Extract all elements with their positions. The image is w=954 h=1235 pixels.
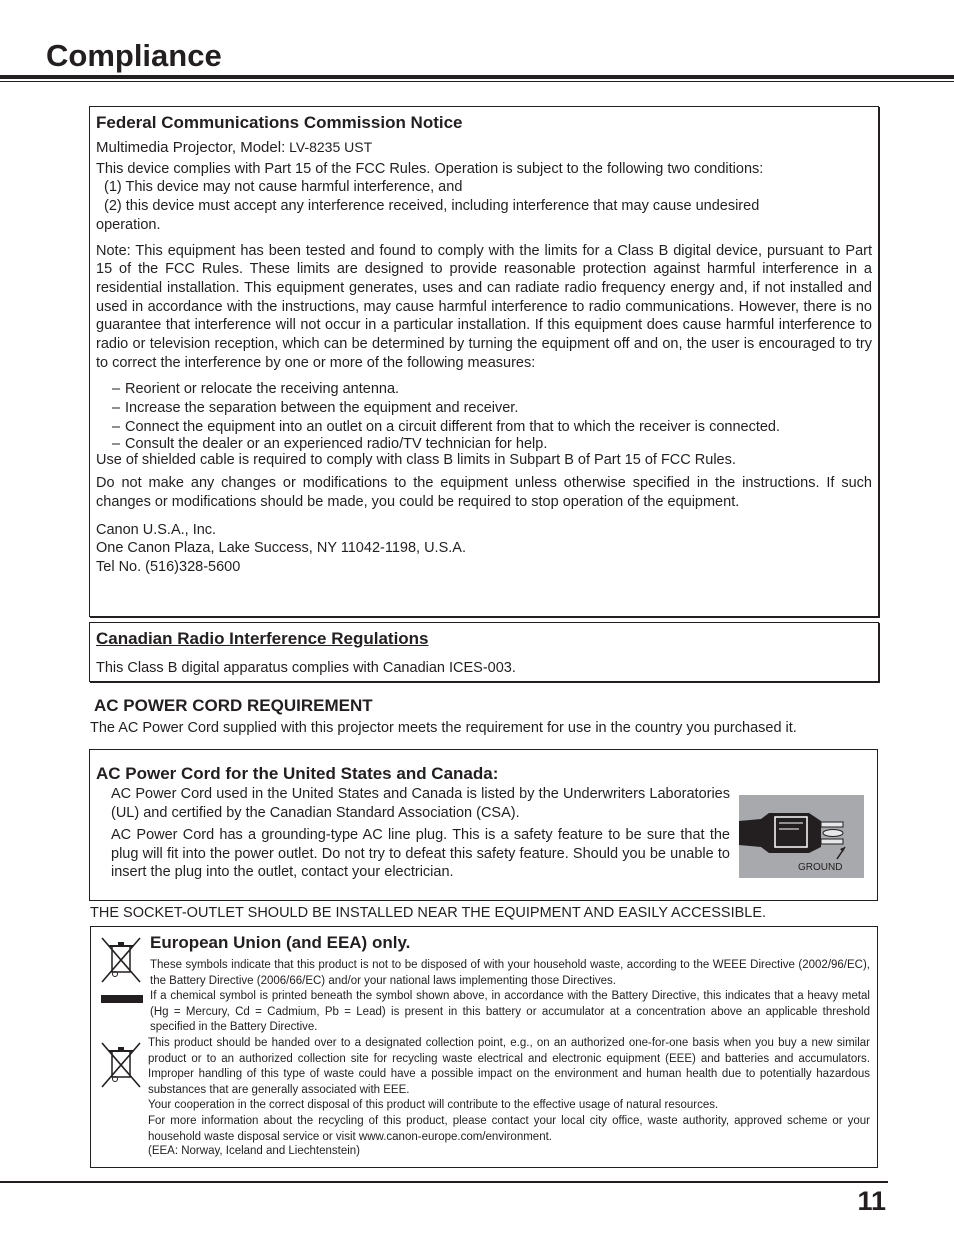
fcc-condition-1: (1) This device may not cause harmful interference, and bbox=[104, 179, 463, 196]
list-item: – Increase the separation between the equipment and receiver. bbox=[96, 399, 872, 418]
canada-box bbox=[89, 622, 879, 682]
fcc-notice-box bbox=[89, 106, 879, 617]
fcc-company: Canon U.S.A., Inc. bbox=[96, 521, 217, 538]
fcc-model: Multimedia Projector, Model: LV-8235 UST bbox=[96, 139, 373, 156]
socket-note: THE SOCKET-OUTLET SHOULD BE INSTALLED NEAR THE EQUIPMENT AND EASILY ACCESSIBLE. bbox=[90, 905, 767, 921]
plug-image bbox=[739, 795, 864, 878]
list-item: – Reorient or relocate the receiving antenna. bbox=[96, 380, 872, 399]
list-item: – Connect the equipment into an outlet on a circuit different from that to which the receiver is connected. bbox=[96, 418, 872, 437]
ground-label: GROUND bbox=[798, 862, 843, 873]
fcc-intro: This device complies with Part 15 of the FCC Rules. Operation is subject to the following two conditions: bbox=[96, 160, 764, 177]
crossed-bin-icon bbox=[100, 1041, 144, 1089]
footer-rule bbox=[0, 1181, 888, 1183]
title-rule bbox=[0, 75, 954, 79]
page-number: 11 bbox=[857, 1186, 886, 1216]
list-item: – Consult the dealer or an experienced radio/TV technician for help. bbox=[96, 437, 872, 451]
eu-paragraph-2: If a chemical symbol is printed beneath the symbol shown above, in accordance with the Battery Directive, this indicates that a heavy metal (Hg = Mercury, Cd = Cadmium, Pb = Lead) is present in this battery or accumulator at a concentration above an applicable threshold specified in the Battery Directive. bbox=[150, 990, 870, 1034]
fcc-measures-list bbox=[96, 380, 872, 450]
bin-bar-icon bbox=[101, 995, 143, 1003]
fcc-condition-2: (2) this device must accept any interference received, including interference that may cause undesired bbox=[104, 198, 760, 215]
fcc-heading: Federal Communications Commission Notice bbox=[96, 113, 463, 132]
ac-us-heading: AC Power Cord for the United States and Canada: bbox=[96, 764, 499, 783]
canada-text: This Class B digital apparatus complies with Canadian ICES-003. bbox=[96, 660, 516, 676]
fcc-address: One Canon Plaza, Lake Success, NY 11042-1198, U.S.A. bbox=[96, 540, 466, 557]
eu-paragraph-3: This product should be handed over to a designated collection point, e.g., on an authorized one-for-one basis when you buy a new similar product or to an authorized collection site for recycling waste electrical and electronic equipment (EEE) and batteries and accumulators. Improper handling of this type of waste could have a possible impact on the environment and human health due to potentially hazardous substances that are generally associated with EEE. bbox=[148, 1037, 870, 1096]
ac-us-paragraph-2: AC Power Cord has a grounding-type AC line plug. This is a safety feature to be sure that the plug will fit into the power outlet. Do not try to defeat this safety feature. Should you be unable to insert the plug into the outlet, contact your electrician. bbox=[111, 827, 730, 881]
fcc-note: Note: This equipment has been tested and found to comply with the limits for a Class B digital device, pursuant to Part 15 of the FCC Rules. These limits are designed to provide reasonable protection against harmful interference in a residential installation. This equipment generates, uses and can radiate radio frequency energy and, if not installed and used in accordance with the instructions, may cause harmful interference to radio communications. However, there is no guarantee that interference will not occur in a particular installation. If this equipment does cause harmful interference to radio or television reception, which can be determined by turning the equipment off and on, the user is encouraged to try to correct the interference by one or more of the following measures: bbox=[96, 242, 872, 371]
page-title: Compliance bbox=[46, 38, 222, 73]
fcc-condition-2-cont: operation. bbox=[96, 216, 161, 233]
eu-paragraph-4: Your cooperation in the correct disposal of this product will contribute to the effective usage of natural resources. bbox=[148, 1099, 719, 1111]
ac-text: The AC Power Cord supplied with this projector meets the requirement for use in the country you purchased it. bbox=[90, 720, 797, 736]
eu-paragraph-1: These symbols indicate that this product is not to be disposed of with your household waste, according to the WEEE Directive (2002/96/EC), the Battery Directive (2006/66/EC) and/or your national laws implementing those Directives. bbox=[150, 959, 870, 987]
crossed-bin-icon bbox=[100, 936, 144, 984]
canada-heading: Canadian Radio Interference Regulations bbox=[96, 629, 429, 648]
eu-heading: European Union (and EEA) only. bbox=[150, 933, 411, 952]
title-rule-thin bbox=[0, 81, 954, 82]
eu-paragraph-6: (EEA: Norway, Iceland and Liechtenstein) bbox=[148, 1145, 361, 1157]
eu-paragraph-5: For more information about the recycling of this product, please contact your local city office, waste authority, approved scheme or your household waste disposal service or visit www.canon-europe.com/environment. bbox=[148, 1115, 870, 1143]
ac-heading: AC POWER CORD REQUIREMENT bbox=[94, 696, 373, 715]
eu-box bbox=[90, 926, 878, 1168]
ac-us-paragraph-1: AC Power Cord used in the United States and Canada is listed by the Underwriters Laboratories (UL) and certified by the Canadian Standard Association (CSA). bbox=[111, 786, 730, 821]
fcc-shielded-cable: Use of shielded cable is required to comply with class B limits in Subpart B of Part 15 of FCC Rules. bbox=[96, 451, 736, 468]
fcc-changes: Do not make any changes or modifications to the equipment unless otherwise specified in the instructions. If such changes or modifications should be made, you could be required to stop operation of the equipment. bbox=[96, 475, 872, 510]
fcc-tel: Tel No. (516)328-5600 bbox=[96, 559, 241, 576]
